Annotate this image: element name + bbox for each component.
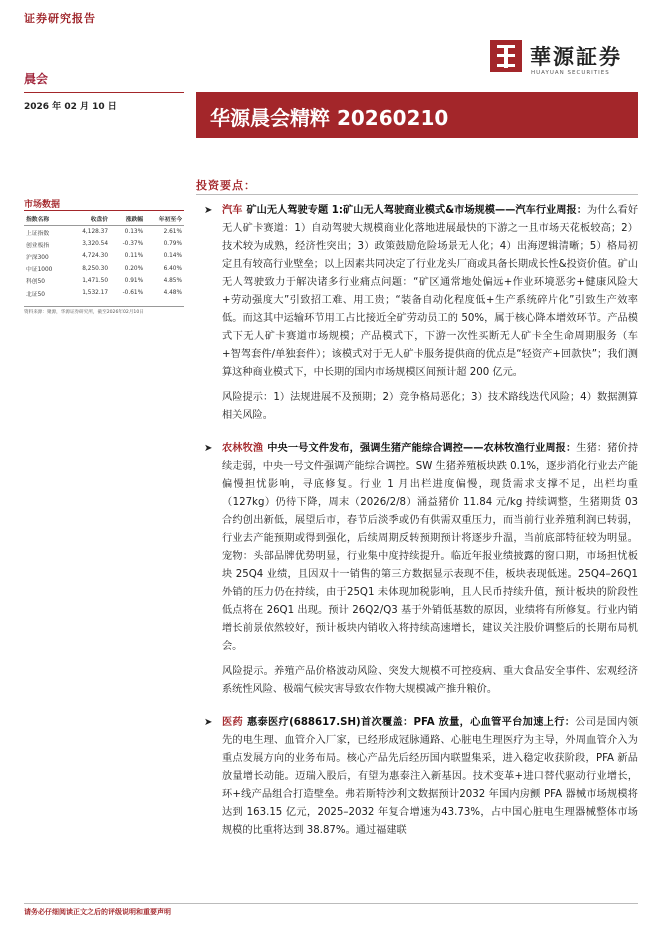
close-price: 1,471.50 — [82, 277, 109, 284]
ytd-pct: 0.14% — [163, 253, 182, 260]
column-header: 收盘价 — [67, 212, 110, 226]
change-pct: 0.13% — [124, 229, 144, 236]
ytd-pct: 2.61% — [163, 229, 182, 236]
arrow-bullet-icon: ➤ — [204, 205, 213, 216]
index-name: 北证50 — [26, 291, 45, 298]
index-name: 中证1000 — [26, 267, 53, 274]
market-data-source: 资料来源：聚源，华源证券研究所，截至2026年02月10日 — [24, 306, 184, 315]
market-data-table — [24, 212, 184, 299]
close-price: 3,320.54 — [82, 241, 109, 248]
divider — [24, 92, 184, 93]
key-points-title: 投资要点： — [196, 179, 256, 192]
title-banner — [196, 92, 638, 138]
key-points-body — [196, 202, 638, 847]
table-row — [24, 287, 184, 299]
divider — [24, 210, 184, 211]
footer-disclaimer: 请务必仔细阅读正文之后的评级说明和重要声明 — [24, 908, 171, 916]
table-header-row — [24, 212, 184, 226]
entry-body: 公司是国内领先的电生理、血管介入厂家，已经形成冠脉通路、心脏电生理医疗为主导，外周血管介入为重点发展方向的业务布局。核心产品先后经历国内联盟集采，进入稳定收获阶段，PFA 新品放量增长动能。迈瑞入股后，有望为惠泰注入新基因。技术变革+进口替代驱动行业增长，环+线产品组合打造壁垒。弗若斯特沙利文数据预计2032 年国内房颤 PFA 器械市场规模将达到 163.15 亿元，2025–2032 年复合增速为43.73%，占中国心脏电生理器械整体市场规模的比重将达到 38.87%。通过福建联 — [222, 717, 639, 836]
table-row — [24, 238, 184, 250]
index-name: 科创50 — [26, 279, 45, 286]
market-data-title: 市场数据 — [24, 200, 61, 210]
entry-headline: 中央一号文件发布，强调生猪产能综合调控——农林牧渔行业周报： — [267, 443, 577, 454]
entry-tag: 医药 — [222, 717, 244, 728]
report-type: 证券研究报告 — [24, 12, 96, 25]
close-price: 8,250.30 — [82, 265, 109, 272]
entry-risk: 风险提示。养殖产品价格波动风险、突发大规模不可控疫病、重大食品安全事件、宏观经济系统性风险、极端气候灾害导致农作物大规模减产推升粮价。 — [222, 666, 638, 695]
ytd-pct: 6.40% — [163, 265, 182, 272]
close-price: 4,128.37 — [82, 229, 109, 236]
entry-risk: 风险提示：1）法规进展不及预期；2）竞争格局恶化；3）技术路线迭代风险；4）数据测算相关风险。 — [222, 392, 638, 421]
page-title: 华源晨会精粹 20260210 — [210, 106, 449, 130]
index-name: 创业板指 — [26, 242, 50, 249]
entry-body: 为什么看好无人矿卡赛道：1）自动驾驶大规模商业化落地进展最快的下游之一且市场天花板较高；2）技术较为成熟，经济性突出；3）政策鼓励危险场景无人化；4）出海逻辑清晰；5）格局初定且有较高行业壁垒；以上因素共同决定了行业龙头厂商或具备长期成长性&投资价值。矿山无人驾驶致力于解决诸多行业痛点问题：“矿区通常地处偏远+作业环境恶劣+健康风险大+劳动强度大”引致招工难、用工贵；“装备自动化程度低+生产系统碎片化”引致生产效率低。而这其中运输环节用工占比接近全矿劳动员工的 50%，属于核心降本增效环节。产品模式下无人矿卡赛道市场规模；产品模式下，下游一次性买断无人矿卡全生命周期服务（车+智驾套件/单独套件）；该模式对于无人矿卡服务提供商的优点是“轻资产+回款快”；我们测算这种商业模式下，中长期的国内市场规模区间预计超 200 亿元。 — [222, 205, 639, 378]
entry-tag: 农林牧渔 — [222, 443, 264, 454]
change-pct: -0.37% — [122, 241, 144, 248]
arrow-bullet-icon: ➤ — [204, 717, 213, 728]
column-header: 涨跌幅 — [110, 212, 145, 226]
index-name: 上证指数 — [26, 230, 50, 237]
ytd-pct: 4.48% — [163, 290, 182, 297]
entry-headline: 矿山无人驾驶专题 1:矿山无人驾驶商业模式&市场规模——汽车行业周报： — [246, 205, 587, 216]
report-date: 2026 年 02 月 10 日 — [24, 102, 117, 112]
close-price: 4,724.30 — [82, 253, 109, 260]
ytd-pct: 0.79% — [163, 241, 182, 248]
divider — [24, 903, 638, 904]
change-pct: 0.11% — [124, 253, 144, 260]
brand-mark-icon — [490, 40, 522, 72]
entry-headline: 惠泰医疗(688617.SH)首次覆盖：PFA 放量，心血管平台加速上行： — [247, 717, 576, 728]
change-pct: 0.91% — [124, 277, 144, 284]
index-name: 沪深300 — [26, 254, 49, 261]
table-row — [24, 226, 184, 239]
entry-tag: 汽车 — [222, 205, 243, 216]
close-price: 1,532.17 — [82, 290, 109, 297]
entry-pharma — [196, 714, 638, 840]
entry-auto — [196, 202, 638, 425]
divider — [196, 194, 638, 195]
brand-name-en: HUAYUAN SECURITIES — [531, 70, 610, 76]
entry-body: 生猪：猪价持续走弱，中央一号文件强调产能综合调控。SW 生猪养殖板块跌 0.1%，逐步消化行业去产能偏慢担忧影响，寻底修复。行业 1 月出栏进度偏慢，现货需求支撑不足，出栏均重（127kg）仍待下降，周末（2026/2/8）涌益猪价 11.84 元/kg 持续调整，生猪期货 03 合约创出新低，展望后市，春节后淡季或仍有供需双重压力，而当前行业养殖利润已转弱，行业去产能预期或得到强化，后续周期反转预期预计将逐步升温，当前底部特征较为明显。宠物：头部品牌优势明显，行业集中度持续提升。临近年报业绩披露的窗口期，市场担忧板块 25Q4 业绩，且因双十一销售的第三方数据显示表现不佳，板块表现低迷。25Q4–26Q1 外销的压力仍在持续，由于25Q1 未体现加税影响，且人民币持续升值，预计板块的阶段性低点将在 26Q1 出现。预计 26Q2/Q3 基于外销低基数的原因，业绩将有所修复。行业内销增长前景依然较好，预计板块内销收入将持续高速增长，建议关注股价调整后的长期布局机会。 — [222, 443, 639, 652]
ytd-pct: 4.85% — [163, 277, 182, 284]
section-label: 晨会 — [24, 72, 49, 86]
brand-name-cn: 華源証券 — [530, 44, 622, 69]
column-header: 年初至今 — [145, 212, 184, 226]
table-row — [24, 263, 184, 275]
change-pct: -0.61% — [122, 290, 144, 297]
table-row — [24, 250, 184, 262]
table-row — [24, 275, 184, 287]
column-header: 指数名称 — [24, 212, 67, 226]
arrow-bullet-icon: ➤ — [204, 443, 213, 454]
brand-logo — [490, 40, 640, 84]
change-pct: 0.20% — [124, 265, 144, 272]
entry-agriculture — [196, 440, 638, 699]
